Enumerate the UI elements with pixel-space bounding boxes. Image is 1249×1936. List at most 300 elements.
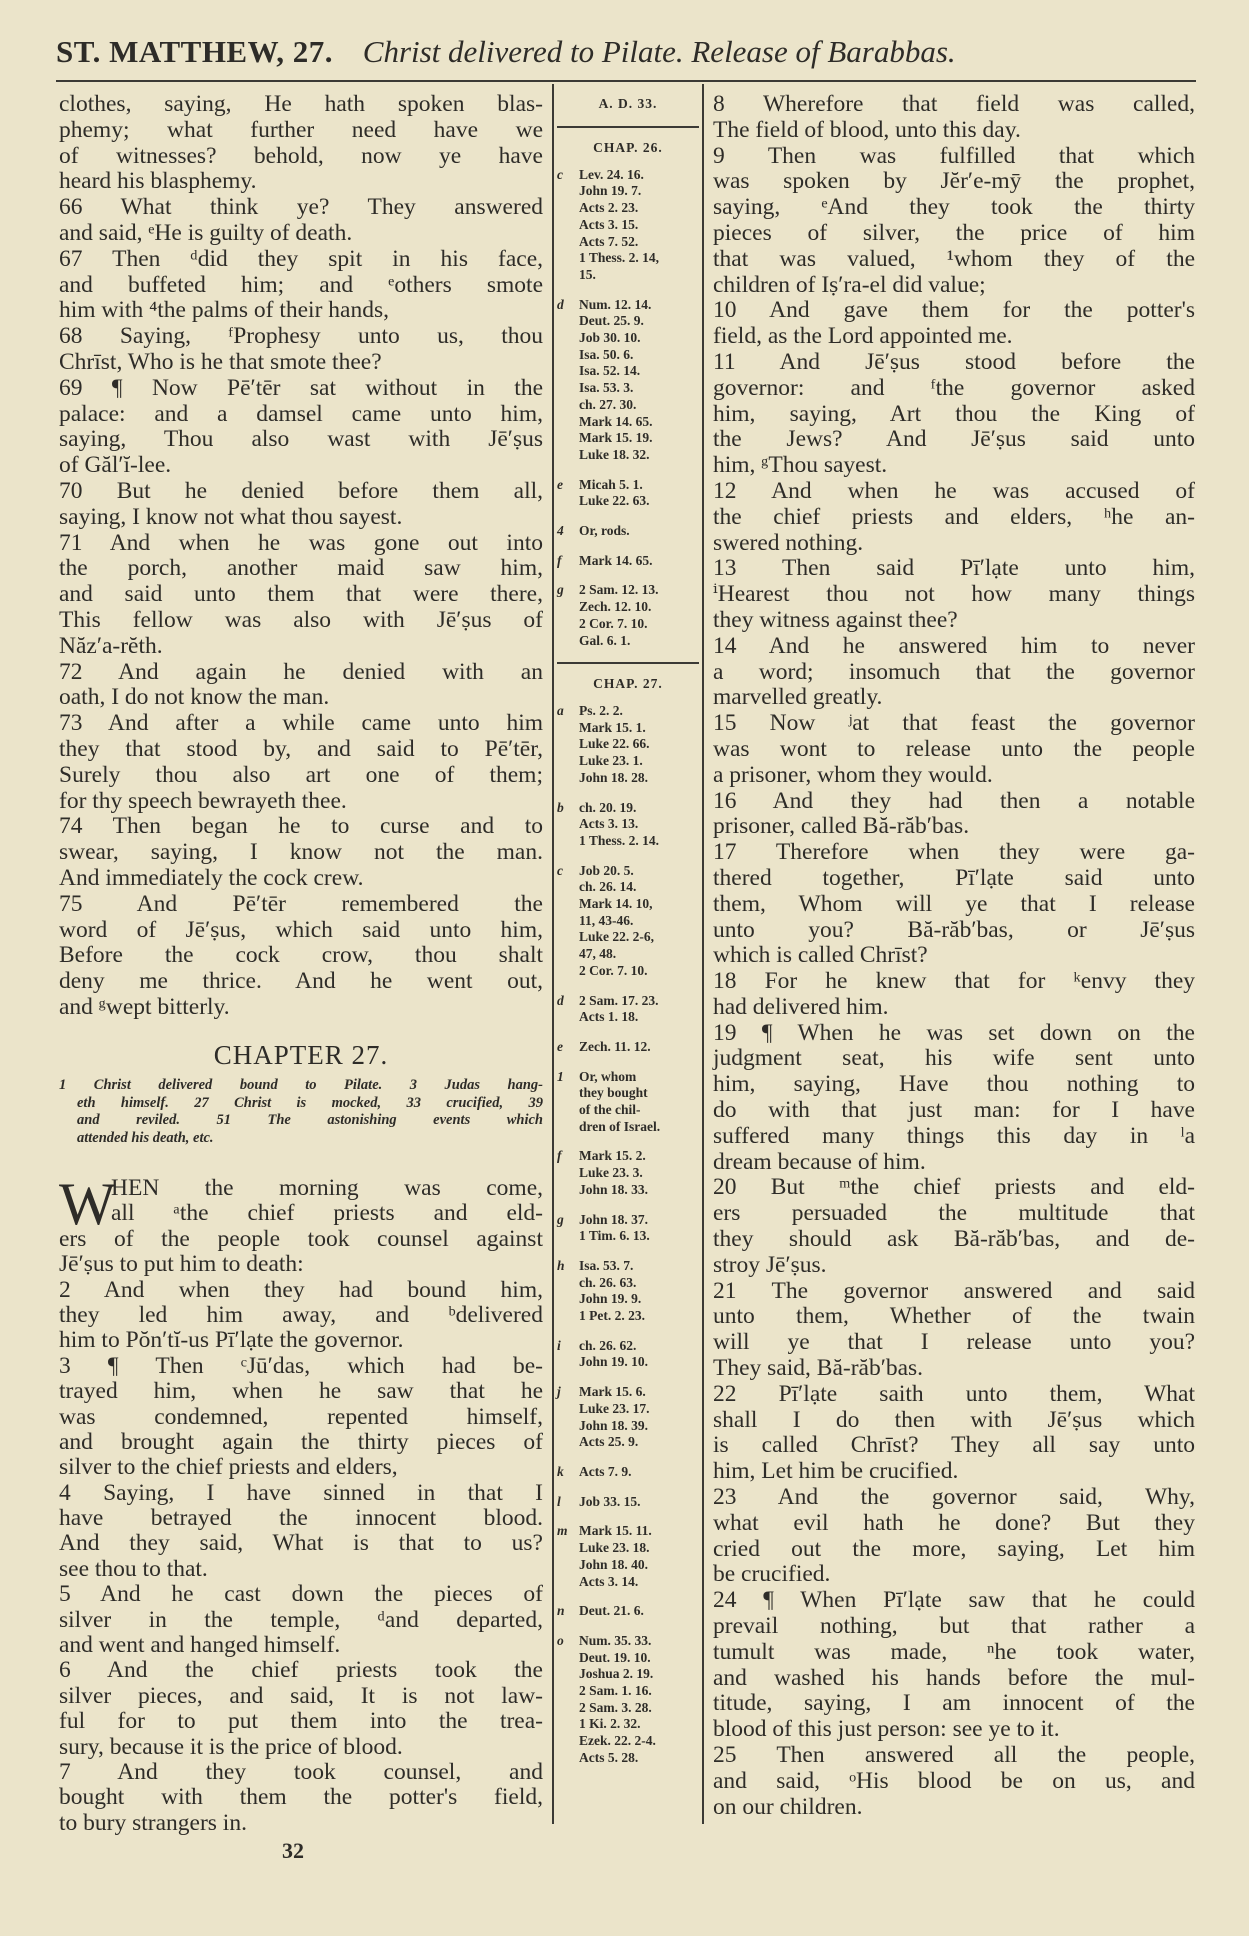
text-line: 22 Pī′lạte saith unto them, What — [713, 1380, 1195, 1407]
column-divider-right — [702, 84, 704, 1824]
verse-paragraph — [713, 479, 1195, 556]
text-line: ⁱHearest thou not how many things — [713, 581, 1195, 608]
text-line: dream because of him. — [713, 1148, 926, 1175]
verse-paragraph — [713, 144, 1195, 299]
cross-reference-entry — [557, 1494, 699, 1511]
verse-paragraph — [59, 479, 543, 531]
text-line: 7 And they took counsel, and — [59, 1758, 543, 1785]
text-line: They said, Bă-răb′bas. — [713, 1355, 924, 1382]
text-line: 67 Then ᵈdid they spit in his face, — [59, 245, 543, 272]
text-line: for thy speech bewrayeth thee. — [59, 787, 347, 814]
reference-mark: c — [557, 862, 563, 878]
verse-paragraph — [59, 1354, 543, 1481]
text-line: bought with them the potter's field, — [59, 1784, 543, 1811]
reference-mark: c — [557, 166, 563, 182]
reference-mark: d — [557, 992, 564, 1008]
cross-reference-entry — [557, 297, 699, 464]
cross-reference-entry — [557, 477, 699, 510]
text-line: prevail nothing, but that rather a — [713, 1613, 1195, 1640]
verse-paragraph — [713, 789, 1195, 841]
reference-mark: m — [557, 1523, 568, 1539]
reference-line: John 18. 40. — [579, 1556, 649, 1572]
left-column-bottom — [59, 1171, 543, 1836]
running-header — [56, 34, 1196, 78]
reference-mark: l — [557, 1493, 561, 1509]
text-line: was spoken by Jĕr′e-mȳ the prophet, — [713, 168, 1195, 195]
verse-paragraph — [713, 1485, 1195, 1588]
verse-paragraph — [713, 1382, 1195, 1485]
text-line: sury, because it is the price of blood. — [59, 1733, 403, 1760]
reference-line: Deut. 19. 10. — [579, 1649, 651, 1665]
reference-line: Mark 14. 65. — [579, 413, 653, 429]
reference-line: 15. — [579, 266, 596, 282]
reference-line: 2 Cor. 7. 10. — [579, 615, 648, 631]
reference-mark: e — [557, 1038, 563, 1054]
reference-line: Num. 12. 14. — [579, 296, 652, 312]
reference-line: 1 Pet. 2. 23. — [579, 1308, 645, 1324]
reference-line: Job 33. 15. — [579, 1493, 641, 1509]
reference-line: 11, 43-46. — [579, 912, 634, 928]
text-line: 66 What think ye? They answered — [59, 194, 543, 221]
reference-mark: a — [557, 702, 564, 718]
reference-line: Isa. 53. 7. — [579, 1257, 634, 1273]
cross-reference-margin — [557, 96, 699, 1780]
text-line: saying, Thou also wast with Jē′ṣus — [59, 426, 543, 453]
page-subject-title: Christ delivered to Pilate. Release of Barabbas. — [362, 34, 956, 69]
text-line: and said, ᵉHe is guilty of death. — [59, 219, 353, 246]
text-line: unto you? Bă-răb′bas, or Jē′ṣus — [713, 916, 1195, 943]
reference-line: John 19. 9. — [579, 1291, 642, 1307]
text-line: swear, saying, I know not the man. — [59, 839, 543, 866]
text-line: on our children. — [713, 1793, 863, 1820]
text-line: 15 Now ʲat that feast the governor — [713, 710, 1195, 737]
text-line: him, Let him be crucified. — [713, 1458, 959, 1485]
right-column — [713, 92, 1195, 1820]
reference-line: Acts 25. 9. — [579, 1434, 639, 1450]
header-rule — [56, 80, 1196, 82]
cross-reference-entry — [557, 582, 699, 649]
text-line: shall I do then with Jē′ṣus which — [713, 1406, 1195, 1433]
text-line: stroy Jē′ṣus. — [713, 1251, 827, 1278]
text-line: swered nothing. — [713, 529, 864, 556]
text-line: suffered many things this day in ˡa — [713, 1122, 1195, 1149]
reference-line: Luke 22. 66. — [579, 736, 650, 752]
cross-reference-entry — [557, 553, 699, 570]
verse-paragraph — [713, 1743, 1195, 1820]
cross-reference-entry — [557, 800, 699, 850]
verse-paragraph — [59, 1658, 543, 1760]
reference-mark: g — [557, 1211, 564, 1227]
text-line: Before the cock crow, thou shalt — [59, 942, 543, 969]
verse-paragraph — [59, 892, 543, 1021]
text-line: ers persuaded the multitude that — [713, 1200, 1195, 1227]
left-column-top — [59, 92, 543, 1021]
text-line: oath, I do not know the man. — [59, 684, 330, 711]
verse-paragraph — [713, 1279, 1195, 1382]
text-line: have betrayed the innocent blood. — [59, 1505, 543, 1532]
reference-line: Acts 7. 52. — [579, 233, 639, 249]
cross-reference-entry — [557, 1633, 699, 1767]
text-line: saying, I know not what thou sayest. — [59, 503, 403, 530]
margin-rule — [557, 662, 699, 664]
text-line: him, saying, Art thou the King of — [713, 400, 1195, 427]
text-line: Surely thou also art one of them; — [59, 761, 543, 788]
verse-paragraph — [59, 711, 543, 814]
text-line: clothes, saying, He hath spoken blas- — [59, 91, 543, 117]
text-line: titude, saying, I am innocent of the — [713, 1690, 1195, 1717]
reference-line: Num. 35. 33. — [579, 1632, 652, 1648]
text-line: governor: and ᶠthe governor asked — [713, 374, 1195, 401]
text-line: 73 And after a while came unto him — [59, 710, 543, 737]
reference-line: Job 30. 10. — [579, 330, 641, 346]
cross-reference-entry — [557, 863, 699, 980]
margin-date: A. D. 33. — [598, 96, 658, 111]
text-line: 70 But he denied before them all, — [59, 477, 543, 504]
reference-line: John 18. 33. — [579, 1181, 649, 1197]
reference-line: Joshua 2. 19. — [579, 1666, 654, 1682]
text-line: and went and hanged himself. — [59, 1632, 341, 1659]
reference-mark: g — [557, 582, 564, 598]
text-line: the porch, another maid saw him, — [59, 555, 543, 582]
text-line: ers of the people took counsel against — [59, 1225, 543, 1252]
reference-line: Luke 22. 2-6, — [579, 929, 655, 945]
cross-reference-entry — [557, 1212, 699, 1245]
verse-paragraph — [59, 92, 543, 195]
text-line: they that stood by, and said to Pē′tēr, — [59, 735, 543, 762]
reference-mark: 1 — [557, 1068, 564, 1084]
page-number: 32 — [282, 1838, 304, 1863]
reference-line: Mark 15. 2. — [579, 1148, 646, 1164]
text-line: do with that just man: for I have — [713, 1097, 1195, 1124]
text-line: silver in the temple, ᵈand departed, — [59, 1606, 543, 1633]
text-line: 24 ¶ When Pī′lạte saw that he could — [713, 1587, 1195, 1614]
reference-line: Luke 22. 63. — [579, 493, 650, 509]
reference-mark: n — [557, 1603, 565, 1619]
margin-chapter-title: CHAP. 26. — [593, 140, 663, 155]
reference-mark: f — [557, 552, 562, 568]
reference-line: they bought — [579, 1085, 648, 1101]
verse-paragraph — [713, 92, 1195, 144]
reference-line: Ps. 2. 2. — [579, 702, 623, 718]
text-line: 20 But ᵐthe chief priests and eld- — [713, 1174, 1195, 1201]
reference-line: Acts 3. 15. — [579, 216, 639, 232]
reference-line: 1 Tim. 6. 13. — [579, 1228, 650, 1244]
reference-line: Isa. 53. 3. — [579, 380, 634, 396]
text-line: children of Iṣ′ra-el did value; — [713, 271, 986, 298]
text-line: Năz′a-rĕth. — [59, 632, 163, 659]
reference-line: Zech. 11. 12. — [579, 1038, 651, 1054]
summary-line: 1 Christ delivered bound to Pilate. 3 Judas hang- — [59, 1077, 543, 1093]
reference-line: John 18. 39. — [579, 1417, 649, 1433]
text-line: ful for to put them into the trea- — [59, 1708, 543, 1735]
summary-line: and reviled. 51 The astonishing events which — [77, 1112, 543, 1128]
summary-line: eth himself. 27 Christ is mocked, 33 crucified, 39 — [77, 1094, 543, 1111]
text-line: HEN the morning was come, — [111, 1175, 543, 1201]
text-line: they should ask Bă-răb′bas, and de- — [713, 1226, 1195, 1253]
text-line: they led him away, and ᵇdelivered — [59, 1301, 543, 1328]
margin-rule — [557, 126, 699, 128]
text-line: 21 The governor answered and said — [713, 1277, 1195, 1304]
reference-line: of the chil- — [579, 1102, 641, 1118]
text-line: 2 And when they had bound him, — [59, 1276, 543, 1303]
text-line: 23 And the governor said, Why, — [713, 1484, 1195, 1511]
reference-line: Acts 5. 28. — [579, 1749, 639, 1765]
text-line: what evil hath he done? But they — [713, 1509, 1195, 1536]
verse-paragraph — [59, 531, 543, 660]
text-line: silver to the chief priests and elders, — [59, 1454, 398, 1481]
text-line: him with ⁴the palms of their hands, — [59, 297, 389, 324]
text-line: is called Chrīst? They all say unto — [713, 1432, 1195, 1459]
reference-line: Luke 23. 18. — [579, 1540, 650, 1556]
verse-paragraph — [713, 1021, 1195, 1176]
cross-reference-entry — [557, 167, 699, 284]
drop-cap: W — [59, 1171, 116, 1237]
verse-paragraph — [713, 711, 1195, 788]
text-line: 8 Wherefore that field was called, — [713, 91, 1195, 117]
reference-line: Ezek. 22. 2-4. — [579, 1733, 656, 1749]
reference-line: Luke 23. 17. — [579, 1400, 650, 1416]
reference-line: ch. 27. 30. — [579, 396, 637, 412]
reference-line: ch. 26. 14. — [579, 879, 637, 895]
text-line: trayed him, when he saw that he — [59, 1378, 543, 1405]
text-line: a word; insomuch that the governor — [713, 658, 1195, 685]
text-line: prisoner, called Bă-răb′bas. — [713, 813, 970, 840]
reference-line: 1 Ki. 2. 32. — [579, 1716, 641, 1732]
chapter-summary — [59, 1077, 543, 1147]
text-line: 14 And he answered him to never — [713, 632, 1195, 659]
reference-mark: j — [557, 1384, 561, 1400]
text-line: 9 Then was fulfilled that which — [713, 142, 1195, 169]
reference-line: Luke 23. 1. — [579, 753, 643, 769]
cross-reference-entry — [557, 1039, 699, 1056]
verse-paragraph — [713, 556, 1195, 633]
text-line: deny me thrice. And he went out, — [59, 968, 543, 995]
reference-line: Deut. 21. 6. — [579, 1603, 644, 1619]
reference-line: Mark 14. 65. — [579, 552, 653, 568]
reference-line: Luke 18. 32. — [579, 446, 650, 462]
verse-paragraph — [59, 1171, 543, 1278]
text-line: had delivered him. — [713, 993, 889, 1020]
reference-line: Gal. 6. 1. — [579, 632, 631, 648]
text-line: and ᵍwept bitterly. — [59, 993, 230, 1020]
text-line: 68 Saying, ᶠProphesy unto us, thou — [59, 323, 543, 350]
verse-paragraph — [59, 1582, 543, 1658]
text-line: him, ᵍThou sayest. — [713, 452, 888, 479]
text-line: This fellow was also with Jē′ṣus of — [59, 606, 543, 633]
verse-paragraph — [59, 247, 543, 324]
text-line: Jē′ṣus to put him to death: — [59, 1251, 304, 1278]
reference-mark: d — [557, 296, 564, 312]
reference-line: Isa. 52. 14. — [579, 363, 641, 379]
verse-paragraph — [59, 195, 543, 247]
reference-line: Mark 15. 19. — [579, 430, 653, 446]
reference-line: John 18. 37. — [579, 1211, 649, 1227]
reference-line: John 19. 7. — [579, 183, 642, 199]
verse-paragraph — [713, 1588, 1195, 1743]
cross-reference-entry — [557, 1338, 699, 1371]
text-line: 69 ¶ Now Pē′tēr sat without in the — [59, 374, 543, 401]
verse-paragraph — [59, 814, 543, 891]
reference-line: ch. 20. 19. — [579, 799, 637, 815]
reference-line: 2 Sam. 12. 13. — [579, 582, 659, 598]
text-line: 4 Saying, I have sinned in that I — [59, 1479, 543, 1506]
text-line: judgment seat, his wife sent unto — [713, 1045, 1195, 1072]
reference-line: Mark 15. 1. — [579, 719, 646, 735]
text-line: saying, ᵉAnd they took the thirty — [713, 194, 1195, 221]
text-line: blood of this just person: see ye to it. — [713, 1716, 1060, 1743]
verse-paragraph — [713, 840, 1195, 969]
reference-line: Zech. 12. 10. — [579, 599, 652, 615]
text-line: 74 Then began he to curse and to — [59, 813, 543, 840]
reference-line: 47, 48. — [579, 946, 617, 962]
text-line: all ᵃthe chief priests and eld- — [111, 1200, 543, 1227]
text-line: thered together, Pī′lạte said unto — [713, 864, 1195, 891]
text-line: 72 And again he denied with an — [59, 658, 543, 685]
text-line: of Găl′ĭ-lee. — [59, 452, 172, 479]
reference-line: ch. 26. 63. — [579, 1274, 637, 1290]
cross-reference-entry — [557, 703, 699, 787]
text-line: 3 ¶ Then ᶜJū′das, which had be- — [59, 1352, 543, 1379]
text-line: And they said, What is that to us? — [59, 1530, 543, 1557]
cross-reference-entry — [557, 1603, 699, 1620]
text-line: him to Pŏn′tĭ-us Pī′lạte the governor. — [59, 1327, 404, 1354]
verse-paragraph — [713, 969, 1195, 1021]
text-line: them, Whom will ye that I release — [713, 890, 1195, 917]
reference-line: Luke 23. 3. — [579, 1165, 643, 1181]
text-line: The field of blood, unto this day. — [713, 116, 1021, 143]
verse-paragraph — [713, 350, 1195, 479]
text-line: be crucified. — [713, 1561, 831, 1588]
reference-line: Lev. 24. 16. — [579, 166, 644, 182]
verse-paragraph — [713, 298, 1195, 350]
book-chapter-title: ST. MATTHEW, 27. — [56, 34, 334, 69]
text-line: silver pieces, and said, It is not law- — [59, 1682, 543, 1709]
cross-reference-entry — [557, 1069, 699, 1136]
reference-line: 2 Sam. 3. 28. — [579, 1699, 652, 1715]
reference-line: Isa. 50. 6. — [579, 346, 634, 362]
text-line: Chrīst, Who is he that smote thee? — [59, 348, 382, 375]
text-line: was condemned, repented himself, — [59, 1403, 543, 1430]
reference-line: ch. 26. 62. — [579, 1337, 637, 1353]
verse-paragraph — [59, 324, 543, 376]
reference-line: Acts 7. 9. — [579, 1464, 632, 1479]
text-line: cried out the more, saying, Let him — [713, 1535, 1195, 1562]
text-line: unto them, Whether of the twain — [713, 1303, 1195, 1330]
text-line: 18 For he knew that for ᵏenvy they — [713, 968, 1195, 995]
text-line: marvelled greatly. — [713, 684, 883, 711]
reference-mark: h — [557, 1257, 565, 1273]
reference-mark: b — [557, 799, 564, 815]
text-line: word of Jē′ṣus, which said unto him, — [59, 916, 543, 943]
text-line: and said, ᵒHis blood be on us, and — [713, 1767, 1195, 1794]
text-line: 11 And Jē′ṣus stood before the — [713, 348, 1195, 375]
reference-mark: k — [557, 1464, 564, 1479]
reference-line: John 18. 28. — [579, 769, 649, 785]
text-line: 16 And they had then a notable — [713, 787, 1195, 814]
text-line: 17 Therefore when they were ga- — [713, 839, 1195, 866]
text-line: and said unto them that were there, — [59, 581, 543, 608]
cross-reference-entry — [557, 523, 699, 540]
reference-line: Acts 1. 18. — [579, 1009, 639, 1025]
text-line: of witnesses? behold, now ye have — [59, 142, 543, 169]
reference-mark: e — [557, 476, 563, 492]
verse-paragraph — [59, 1760, 543, 1836]
reference-line: Or, rods. — [579, 523, 630, 539]
reference-line: Job 20. 5. — [579, 862, 634, 878]
text-line: 12 And when he was accused of — [713, 477, 1195, 504]
reference-line: Acts 3. 13. — [579, 816, 639, 832]
verse-paragraph — [59, 660, 543, 712]
text-line: 19 ¶ When he was set down on the — [713, 1019, 1195, 1046]
reference-line: dren of Israel. — [579, 1118, 661, 1134]
text-line: 71 And when he was gone out into — [59, 529, 543, 556]
reference-line: 2 Sam. 1. 16. — [579, 1683, 652, 1699]
text-line: to bury strangers in. — [59, 1809, 247, 1836]
cross-reference-entry — [557, 1464, 699, 1481]
cross-reference-entry — [557, 1258, 699, 1325]
text-line: tumult was made, ⁿhe took water, — [713, 1638, 1195, 1665]
verse-paragraph — [59, 1278, 543, 1354]
text-line: phemy; what further need have we — [59, 116, 543, 143]
cross-reference-entry — [557, 1523, 699, 1590]
text-line: palace: and a damsel came unto him, — [59, 400, 543, 427]
reference-line: 2 Sam. 17. 23. — [579, 992, 659, 1008]
cross-reference-entry — [557, 1384, 699, 1451]
reference-line: 1 Thess. 2. 14, — [579, 250, 660, 266]
text-line: 6 And the chief priests took the — [59, 1657, 543, 1684]
text-line: pieces of silver, the price of him — [713, 219, 1195, 246]
reference-line: Mark 15. 6. — [579, 1384, 646, 1400]
text-line: was wont to release unto the people — [713, 735, 1195, 762]
text-line: And immediately the cock crew. — [59, 864, 364, 891]
text-line: the Jews? And Jē′ṣus said unto — [713, 426, 1195, 453]
reference-line: Or, whom — [579, 1068, 637, 1084]
column-divider-left — [552, 84, 554, 1824]
reference-mark: 4 — [557, 523, 564, 539]
reference-mark: i — [557, 1337, 561, 1353]
reference-line: Deut. 25. 9. — [579, 313, 644, 329]
text-line: 13 Then said Pī′lạte unto him, — [713, 555, 1195, 582]
margin-chapter-title: CHAP. 27. — [593, 676, 663, 692]
reference-line: 2 Cor. 7. 10. — [579, 962, 648, 978]
reference-line: Acts 3. 14. — [579, 1573, 639, 1589]
reference-mark: o — [557, 1632, 564, 1648]
text-line: 25 Then answered all the people, — [713, 1742, 1195, 1768]
text-line: a prisoner, whom they would. — [713, 761, 993, 788]
verse-paragraph — [713, 634, 1195, 711]
text-line: they witness against thee? — [713, 606, 958, 633]
text-line: 75 And Pē′tēr remembered the — [59, 890, 543, 917]
summary-line: attended his death, etc. — [77, 1129, 214, 1146]
text-line: and washed his hands before the mul- — [713, 1664, 1195, 1691]
text-line: that was valued, ¹whom they of the — [713, 245, 1195, 272]
reference-line: Mark 15. 11. — [579, 1523, 652, 1539]
text-line: heard his blasphemy. — [59, 168, 257, 195]
cross-reference-entry — [557, 993, 699, 1026]
text-line: field, as the Lord appointed me. — [713, 323, 1013, 350]
reference-line: John 19. 10. — [579, 1354, 649, 1370]
text-line: will ye that I release unto you? — [713, 1329, 1195, 1356]
text-line: the chief priests and elders, ʰhe an- — [713, 503, 1195, 530]
reference-mark: f — [557, 1148, 562, 1164]
chapter-heading: CHAPTER 27. — [213, 1040, 389, 1070]
text-line: 5 And he cast down the pieces of — [59, 1581, 543, 1608]
text-line: see thou to that. — [59, 1555, 208, 1582]
text-line: and brought again the thirty pieces of — [59, 1428, 543, 1455]
reference-line: Micah 5. 1. — [579, 476, 643, 492]
reference-line: Acts 2. 23. — [579, 200, 639, 216]
text-line: which is called Chrīst? — [713, 942, 928, 969]
